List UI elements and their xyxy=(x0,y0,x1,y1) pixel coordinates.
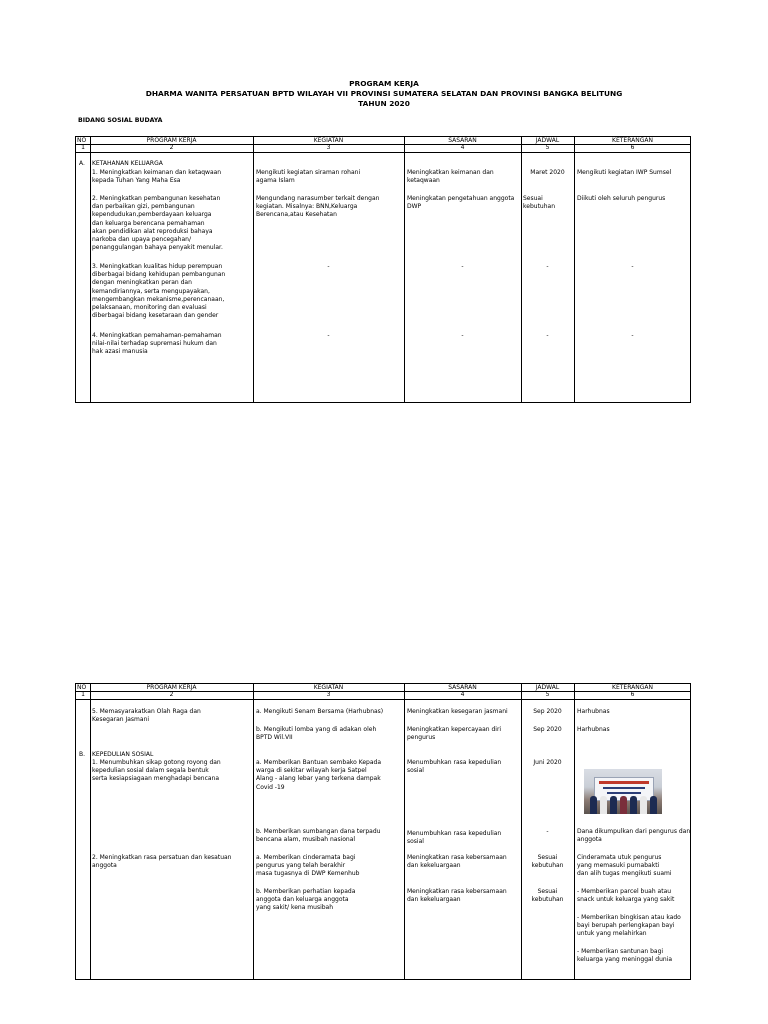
t2-b2-keterangan-a: Cinderamata utuk pengurus yang memasuki purnabakti dan alih tugas mengikuti suami xyxy=(577,854,672,878)
t1-r2-jadwal: Sesuai kebutuhan xyxy=(523,195,556,211)
t1-r1-keterangan: Mengikuti kegiatan IWP Sumsel xyxy=(577,169,672,176)
col-number-2: 2 xyxy=(169,144,174,151)
col-sasaran-header: SASARAN xyxy=(448,137,477,144)
group-b-title: KEPEDULIAN SOSIAL xyxy=(92,751,154,758)
col-kegiatan-header: KEGIATAN xyxy=(313,684,344,691)
col-jadwal-header: JADWAL xyxy=(535,137,560,144)
t2-r5-keterangan-b: Harhubnas xyxy=(577,726,610,733)
t1-r3-program: 3. Meningkatkan kualitas hidup perempuan diberbagai bidang kehidupan pembangunan dengan meningkatkan peran dan kemandiriannya, serta mengupayakan, mengembangkan mekanisme,perencanaan, pelaksanaan, monitoring dan evaluasi diberbagai bidang kesetaraan dan gender xyxy=(92,263,226,320)
col-program-header: PROGRAM KERJA xyxy=(146,137,197,144)
col-number-1: 1 xyxy=(81,691,85,698)
col-no-header: NO xyxy=(77,684,87,691)
col-number-6: 6 xyxy=(630,144,635,151)
t2-b1-sasaran-b: Menumbuhkan rasa kepedulian sosial xyxy=(407,830,502,846)
col-sasaran-header: SASARAN xyxy=(448,684,477,691)
t2-b2-sasaran-b: Meningkatkan rasa kebersamaan dan kekeluargaan xyxy=(407,888,507,904)
t1-r1-program: 1. Meningkatkan keimanan dan ketaqwaan kepada Tuhan Yang Maha Esa xyxy=(92,169,222,185)
t2-b1-sasaran-a: Menumbuhkan rasa kepedulian sosial xyxy=(407,759,502,775)
doc-title: PROGRAM KERJA xyxy=(349,79,419,88)
section-title: BIDANG SOSIAL BUDAYA xyxy=(78,117,163,124)
activity-photo xyxy=(584,769,662,814)
doc-year: TAHUN 2020 xyxy=(358,99,410,108)
t1-r4-program: 4. Meningkatkan pemahaman-pemahaman nilai-nilai terhadap supremasi hukum dan hak azasi manusia xyxy=(92,332,222,356)
col-number-3: 3 xyxy=(326,691,331,698)
col-number-3: 3 xyxy=(326,144,331,151)
t2-r5-jadwal-b: Sep 2020 xyxy=(533,726,562,733)
col-program-header: PROGRAM KERJA xyxy=(146,684,197,691)
t1-r4-jadwal: - xyxy=(546,332,549,339)
t2-b1-program: 1. Menumbuhkan sikap gotong royong dan kepedulian sosial dalam segala bentuk serta kesiapsiagaan menghadapi bencana xyxy=(92,759,221,783)
t1-r3-jadwal: - xyxy=(546,263,549,270)
col-kegiatan-header: KEGIATAN xyxy=(313,137,344,144)
t2-b1-kegiatan-a: a. Memberikan Bantuan sembako Kepada warga di sekitar wilayah kerja Satpel Alang - alang lebar yang terkena dampak Covid -19 xyxy=(256,759,382,791)
col-number-5: 5 xyxy=(545,691,550,698)
col-number-6: 6 xyxy=(630,691,635,698)
program-table-2 xyxy=(75,683,691,980)
t1-r1-kegiatan: Mengikuti kegiatan siraman rohani agama Islam xyxy=(256,169,361,185)
col-number-4: 4 xyxy=(460,144,465,151)
t2-b1-keterangan-b: Dana dikumpulkan dari pengurus dan anggota xyxy=(577,828,691,844)
t2-b2-kegiatan-a: a. Memberikan cinderamata bagi pengurus yang telah berakhir masa tugasnya di DWP Kemenhub xyxy=(256,854,360,878)
t2-b2-jadwal-b: Sesuai kebutuhan xyxy=(531,888,564,904)
group-b-no: B. xyxy=(79,751,86,758)
doc-subtitle: DHARMA WANITA PERSATUAN BPTD WILAYAH VII PROVINSI SUMATERA SELATAN DAN PROVINSI BANGKA BELITUNG xyxy=(145,89,623,98)
t2-r5-sasaran-b: Meningkatkan kepercayaan diri pengurus xyxy=(407,726,502,742)
col-number-5: 5 xyxy=(545,144,550,151)
t2-b1-kegiatan-b: b. Memberikan sumbangan dana terpadu bencana alam, musibah nasional xyxy=(256,828,381,844)
t1-r3-kegiatan: - xyxy=(327,263,330,270)
t2-r5-sasaran-a: Meningkatkan kesegaran jasmani xyxy=(407,708,508,715)
t2-b2-sasaran-a: Meningkatkan rasa kebersamaan dan kekeluargaan xyxy=(407,854,507,870)
group-a-no: A. xyxy=(79,160,85,167)
t1-r4-sasaran: - xyxy=(461,332,464,339)
t1-r2-keterangan: Diikuti oleh seluruh pengurus xyxy=(577,195,666,202)
t1-r4-kegiatan: - xyxy=(327,332,330,339)
t2-r5-keterangan-a: Harhubnas xyxy=(577,708,610,715)
t2-b1-jadwal-a: Juni 2020 xyxy=(533,759,562,766)
t1-r1-sasaran: Meningkatkan keimanan dan ketaqwaan xyxy=(407,169,494,185)
t2-r5-program: 5. Memasyarakatkan Olah Raga dan Kesegaran Jasmani xyxy=(92,708,201,724)
col-no-header: NO xyxy=(77,137,87,144)
t1-r2-kegiatan: Mengundang narasumber terkait dengan kegiatan. Misalnya: BNN,Keluarga Berencana,atau Kesehatan xyxy=(256,195,380,219)
t2-b2-kegiatan-b: b. Memberikan perhatian kepada anggota dan keluarga anggota yang sakit/ kena musibah xyxy=(256,888,356,912)
t2-b2-keterangan-b2: - Memberikan bingkisan atau kado bayi berupah perlengkapan bayi untuk yang melahirkan xyxy=(577,914,681,938)
col-number-1: 1 xyxy=(81,144,85,151)
col-keterangan-header: KETERANGAN xyxy=(612,137,653,144)
t1-r3-keterangan: - xyxy=(631,263,634,270)
t2-b2-keterangan-b1: - Memberikan parcel buah atau snack untuk keluarga yang sakit xyxy=(577,888,675,904)
t2-r5-kegiatan-a: a. Mengikuti Senam Bersama (Harhubnas) xyxy=(256,708,384,715)
t1-r4-keterangan: - xyxy=(631,332,634,339)
t2-b2-jadwal-a: Sesuai kebutuhan xyxy=(531,854,564,870)
t1-r2-sasaran: Meningkatan pengetahuan anggota DWP xyxy=(407,195,515,211)
col-number-4: 4 xyxy=(460,691,465,698)
group-a-title: KETAHANAN KELUARGA xyxy=(92,160,163,167)
program-table-1 xyxy=(75,136,691,403)
t2-b2-keterangan-b3: - Memberikan santunan bagi keluarga yang meninggal dunia xyxy=(577,948,673,964)
t1-r3-sasaran: - xyxy=(461,263,464,270)
t2-r5-jadwal-a: Sep 2020 xyxy=(533,708,562,715)
col-jadwal-header: JADWAL xyxy=(535,684,560,691)
t2-b2-program: 2. Meningkatkan rasa persatuan dan kesatuan anggota xyxy=(92,854,232,870)
t1-r2-program: 2. Meningkatkan pembangunan kesehatan dan perbaikan gizi, pembangunan kependudukan,pemberdayaan keluarga dan keluarga berencana pemahaman akan pendidikan alat reproduksi bahaya narkoba dan upaya pencegahan/ penanggulangan bahaya penyakit menular. xyxy=(92,195,223,252)
col-number-2: 2 xyxy=(169,691,174,698)
t2-b1-jadwal-b: - xyxy=(546,828,549,835)
t1-r1-jadwal: Maret 2020 xyxy=(530,169,565,176)
t2-r5-kegiatan-b: b. Mengikuti lomba yang di adakan oleh BPTD Wil.VII xyxy=(256,726,377,742)
col-keterangan-header: KETERANGAN xyxy=(612,684,653,691)
